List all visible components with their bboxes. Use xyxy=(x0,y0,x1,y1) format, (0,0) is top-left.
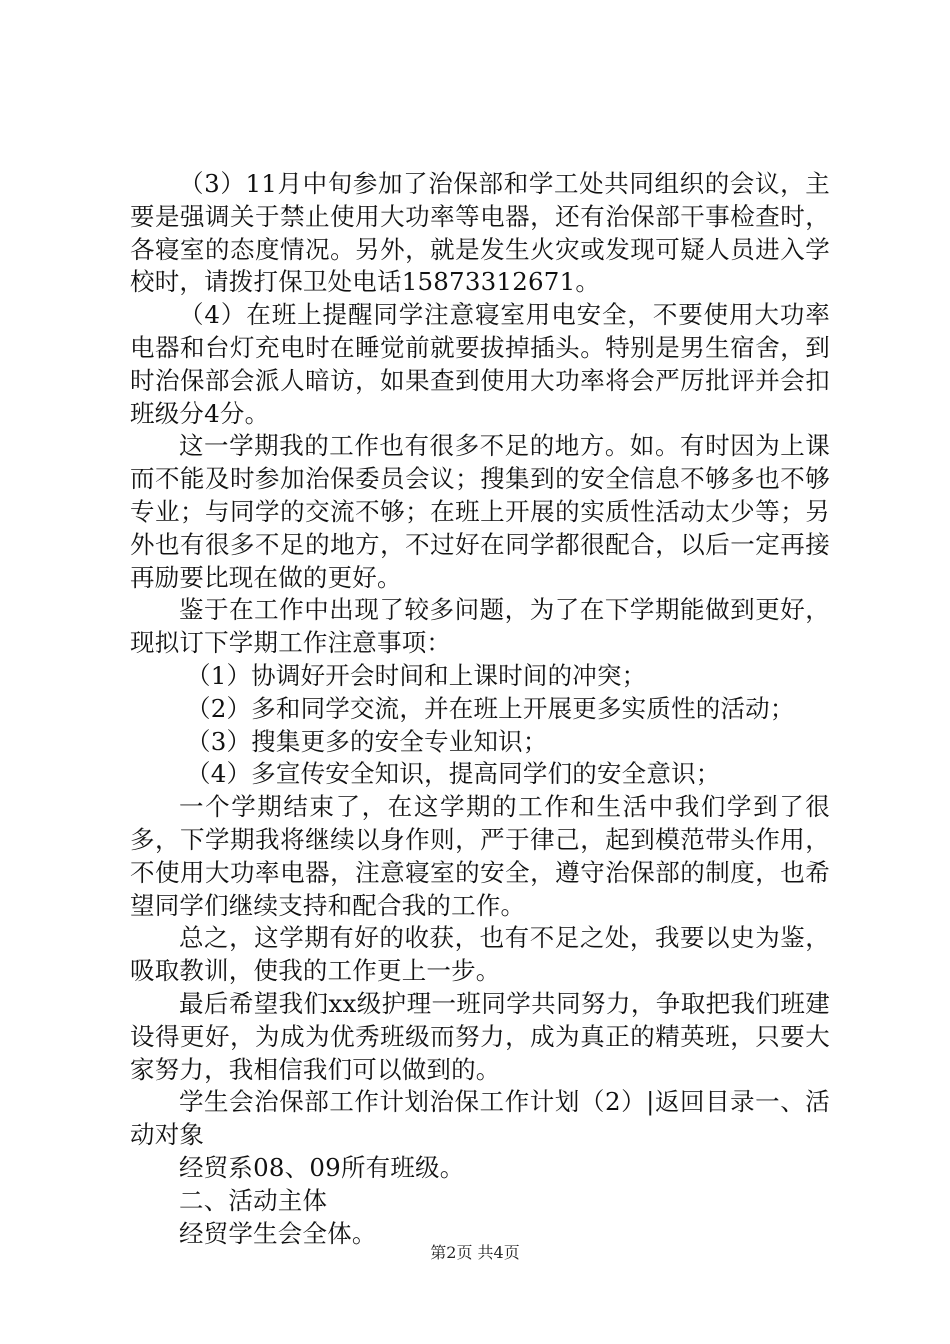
paragraph-activity-target: 经贸系08、09所有班级。 xyxy=(179,1152,465,1182)
paragraph-electricity-safety: （4）在班上提醒同学注意寝室用电安全，不要使用大功率电器和台灯充电时在睡觉前就要拔掉插头。特别是男生宿舍，到时治保部会派人暗访，如果查到使用大功率将会严厉批评并会扣班级分4分。 xyxy=(130,300,830,428)
paragraph-final-wish: 最后希望我们xx级护理一班同学共同努力，争取把我们班建设得更好，为成为优秀班级而努力，成为真正的精英班，只要大家努力，我相信我们可以做到的。 xyxy=(130,988,830,1084)
paragraph-meeting-note: （3）11月中旬参加了治保部和学工处共同组织的会议，主要是强调关于禁止使用大功率等电器，还有治保部干事检查时，各寝室的态度情况。另外，就是发生火灾或发现可疑人员进入学校时，请拨打保卫处电话15873312671。 xyxy=(130,169,830,297)
list-item: （1）协调好开会时间和上课时间的冲突； xyxy=(186,660,647,690)
paragraph-conclusion: 总之，这学期有好的收获，也有不足之处，我要以史为鉴，吸取教训，使我的工作更上一步。 xyxy=(130,923,830,986)
paragraph-section-heading: 学生会治保部工作计划治保工作计划（2）|返回目录一、活动对象 xyxy=(130,1087,830,1150)
paragraph-section-subject: 二、活动主体 xyxy=(179,1185,328,1215)
document-body xyxy=(130,168,830,1250)
paragraph-activity-subject: 经贸学生会全体。 xyxy=(179,1218,377,1248)
page-number-footer: 第2页 共4页 xyxy=(430,1243,520,1262)
list-item: （4）多宣传安全知识，提高同学们的安全意识； xyxy=(186,759,721,789)
paragraph-next-term-intro: 鉴于在工作中出现了较多问题，为了在下学期能做到更好，现拟订下学期工作注意事项： xyxy=(130,595,830,658)
paragraph-term-summary: 一个学期结束了，在这学期的工作和生活中我们学到了很多，下学期我将继续以身作则，严于律己，起到模范带头作用，不使用大功率电器，注意寝室的安全，遵守治保部的制度，也希望同学们继续支持和配合我的工作。 xyxy=(130,792,830,920)
paragraph-shortcomings: 这一学期我的工作也有很多不足的地方。如。有时因为上课而不能及时参加治保委员会议；搜集到的安全信息不够多也不够专业；与同学的交流不够；在班上开展的实质性活动太少等；另外也有很多不足的地方，不过好在同学都很配合，以后一定再接再励要比现在做的更好。 xyxy=(130,431,830,592)
list-item: （2）多和同学交流，并在班上开展更多实质性的活动； xyxy=(186,693,795,723)
list-item: （3）搜集更多的安全专业知识； xyxy=(186,726,548,756)
